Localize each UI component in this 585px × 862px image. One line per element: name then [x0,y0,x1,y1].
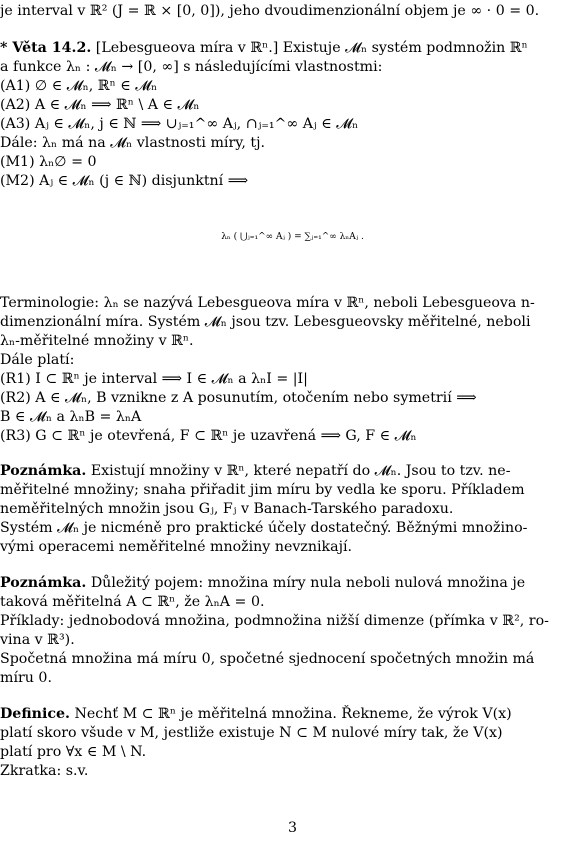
terminology-line-1: Terminologie: λₙ se nazývá Lebesgueova míra v ℝⁿ, neboli Lebesgueova n- [0,295,535,311]
property-r2: (R2) A ∈ 𝓜ₙ, B vznikne z A posunutím, otočením nebo symetrií ⟹ [0,390,477,406]
property-r1: (R1) I ⊂ ℝⁿ je interval ⟹ I ∈ 𝓜ₙ a λₙI = |I| [0,371,308,387]
definition-line-2: platí skoro všude v M, jestliže existuje N ⊂ M nulové míry tak, že V(x) [0,725,503,741]
intro-line: je interval v ℝ² (J = ℝ × [0, 0]), jeho dvoudimenzionální objem je ∞ · 0 = 0. [0,3,540,19]
terminology-line-2: dimenzionální míra. Systém 𝓜ₙ jsou tzv. Lebesgueovsky měřitelné, neboli [0,314,531,330]
property-a2: (A2) A ∈ 𝓜ₙ ⟹ ℝⁿ \ A ∈ 𝓜ₙ [0,97,200,113]
property-r3: (R3) G ⊂ ℝⁿ je otevřená, F ⊂ ℝⁿ je uzavřená ⟹ G, F ∈ 𝓜ₙ [0,428,417,444]
definition-text: Nechť M ⊂ ℝⁿ je měřitelná množina. Řekneme, že výrok V(x) [74,706,512,722]
theorem-heading: * Věta 14.2. [0,40,92,56]
property-r2-cont: B ∈ 𝓜ₙ a λₙB = λₙA [0,409,142,425]
property-a1: (A1) ∅ ∈ 𝓜ₙ, ℝⁿ ∈ 𝓜ₙ [0,78,158,94]
note2-line-6: míru 0. [0,670,52,686]
note1-heading: Poznámka. [0,463,87,479]
note1-line-2: měřitelné množiny; snaha přiřadit jim míru by vedla ke sporu. Příkladem [0,482,525,498]
note2-line-2: taková měřitelná A ⊂ ℝⁿ, že λₙA = 0. [0,594,265,610]
note2-text: Důležitý pojem: množina míry nula neboli nulová množina je [90,575,526,591]
definition-line-3: platí pro ∀x ∈ M \ N. [0,744,147,760]
page-number: 3 [287,820,298,836]
note2-line-1 [0,574,525,592]
theorem-line-2: a funkce λₙ : 𝓜ₙ → [0, ∞] s následujícími vlastnostmi: [0,59,383,75]
display-formula: λₙ ( ⋃ⱼ₌₁^∞ Aⱼ ) = ∑ⱼ₌₁^∞ λₙAⱼ . [221,232,364,242]
terminology-line-3: λₙ-měřitelné množiny v ℝⁿ. [0,333,194,349]
note1-text: Existují množiny v ℝⁿ, které nepatří do 𝓜ₙ. Jsou to tzv. ne- [90,463,511,479]
note1-line-3: neměřitelných množin jsou Gⱼ, Fⱼ v Banach-Tarského paradoxu. [0,501,454,517]
property-m2: (M2) Aⱼ ∈ 𝓜ₙ (j ∈ ℕ) disjunktní ⟹ [0,173,249,189]
note2-line-5: Spočetná množina má míru 0, spočetné sjednocení spočetných množin má [0,651,535,667]
note2-line-4: vina v ℝ³). [0,632,75,648]
note1-line-5: vými operacemi neměřitelné množiny nevznikají. [0,539,353,555]
note2-heading: Poznámka. [0,575,87,591]
definition-heading: Definice. [0,706,70,722]
theorem-dale: Dále: λₙ má na 𝓜ₙ vlastnosti míry, tj. [0,135,265,151]
definition-line-1 [0,705,512,723]
terminology-dale: Dále platí: [0,352,75,368]
property-a3: (A3) Aⱼ ∈ 𝓜ₙ, j ∈ ℕ ⟹ ∪ⱼ₌₁^∞ Aⱼ, ∩ⱼ₌₁^∞ Aⱼ ∈ 𝓜ₙ [0,116,359,132]
note1-line-4: Systém 𝓜ₙ je nicméně pro praktické účely dostatečný. Běžnými množino- [0,520,528,536]
definition-line-4: Zkratka: s.v. [0,763,89,779]
note2-line-3: Příklady: jednobodová množina, podmnožina nižší dimenze (přímka v ℝ², ro- [0,613,549,629]
property-m1: (M1) λₙ∅ = 0 [0,154,97,170]
note1-line-1 [0,462,510,480]
theorem-statement: [Lebesgueova míra v ℝⁿ.] Existuje 𝓜ₙ systém podmnožin ℝⁿ [95,40,528,56]
theorem-line-1 [0,39,528,57]
